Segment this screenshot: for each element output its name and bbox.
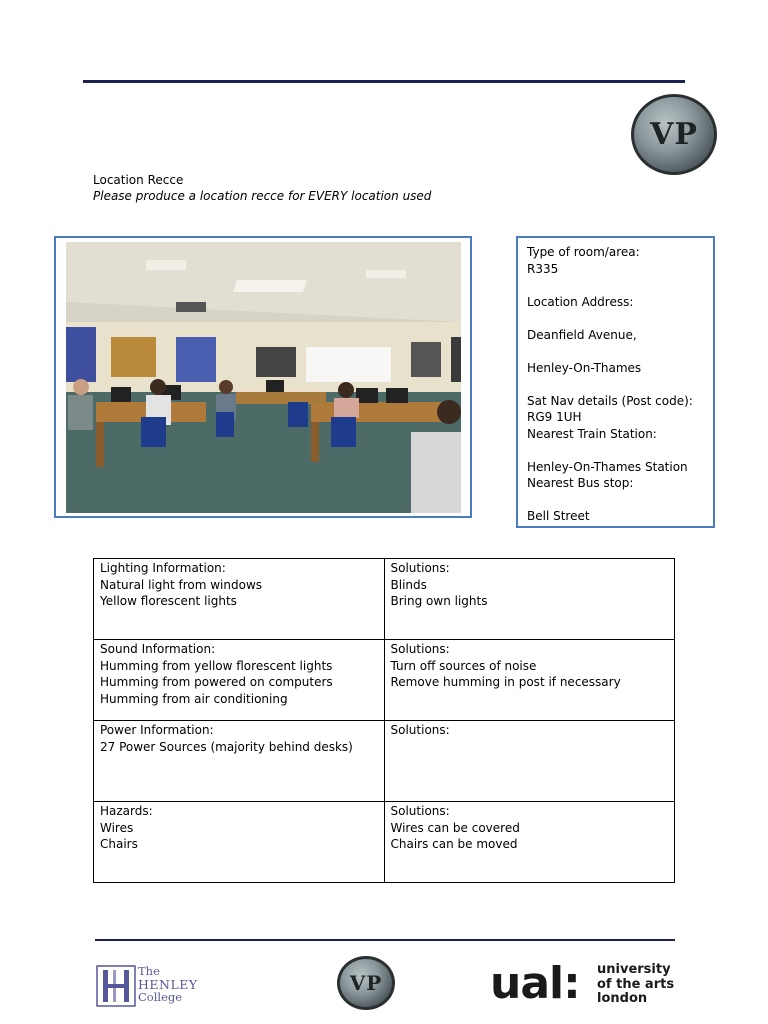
cell-line: Humming from air conditioning xyxy=(100,691,288,706)
footer-rule xyxy=(95,939,675,941)
page-subtitle: Please produce a location recce for EVERY location used xyxy=(93,189,432,203)
header-rule xyxy=(83,80,685,83)
henley-wordmark xyxy=(138,965,198,1004)
cell-heading: Lighting Information: xyxy=(100,561,226,575)
cell-line: Bring own lights xyxy=(390,594,488,608)
cell-line: 27 Power Sources (majority behind desks) xyxy=(100,739,353,754)
sound-solutions-cell xyxy=(384,640,675,721)
table-row xyxy=(94,559,675,640)
cell-heading: Solutions: xyxy=(390,561,450,575)
page-title: Location Recce xyxy=(93,173,184,187)
table-row xyxy=(94,802,675,883)
cell-line: Natural light from windows xyxy=(100,577,263,592)
ual-wordmark xyxy=(597,963,674,1007)
bus-value: Bell Street xyxy=(527,509,590,523)
cell-line: Remove humming in post if necessary xyxy=(390,675,621,689)
power-solutions-cell xyxy=(384,721,675,802)
table-row xyxy=(94,721,675,802)
cell-heading: Solutions: xyxy=(390,804,450,818)
train-value: Henley-On-Thames Station xyxy=(527,459,688,474)
hazards-info-cell xyxy=(94,802,385,883)
vp-footer-logo: VP xyxy=(337,956,395,1010)
cell-line: Humming from powered on computers xyxy=(100,675,333,689)
table-row xyxy=(94,640,675,721)
address-line1: Deanfield Avenue, xyxy=(527,327,637,342)
bus-label: Nearest Bus stop: xyxy=(527,476,634,490)
cell-heading: Hazards: xyxy=(100,804,153,818)
lighting-info-cell xyxy=(94,559,385,640)
location-details xyxy=(516,236,715,528)
henley-word-college: College xyxy=(138,990,183,1004)
photo-frame xyxy=(54,236,472,518)
ual-line: of the arts xyxy=(597,976,675,992)
cell-line: Humming from yellow florescent lights xyxy=(100,658,333,673)
address-line2: Henley-On-Thames xyxy=(527,360,642,375)
satnav-value: RG9 1UH xyxy=(527,410,582,424)
henley-word-the: The xyxy=(138,964,160,978)
recce-table xyxy=(93,558,675,883)
henley-college-logo xyxy=(96,965,196,1009)
henley-monogram-icon xyxy=(96,965,136,1007)
lighting-solutions-cell xyxy=(384,559,675,640)
ual-line: london xyxy=(597,991,648,1006)
vp-logo: VP xyxy=(631,94,717,175)
address-label: Location Address: xyxy=(527,294,634,309)
hazards-solutions-cell xyxy=(384,802,675,883)
ual-line: university xyxy=(597,962,671,977)
cell-heading: Power Information: xyxy=(100,723,214,737)
classroom-photo xyxy=(66,242,461,513)
cell-line: Turn off sources of noise xyxy=(390,658,537,673)
henley-word-henley: HENLEY xyxy=(138,977,198,992)
power-info-cell xyxy=(94,721,385,802)
sound-info-cell xyxy=(94,640,385,721)
ual-logo: ual: xyxy=(490,958,580,1009)
cell-line: Yellow florescent lights xyxy=(100,594,237,608)
room-value: R335 xyxy=(527,261,559,276)
room-label: Type of room/area: xyxy=(527,245,640,259)
cell-heading: Solutions: xyxy=(390,723,450,737)
cell-line: Wires xyxy=(100,820,134,835)
cell-line: Blinds xyxy=(390,577,427,592)
cell-line: Chairs xyxy=(100,837,138,851)
cell-heading: Solutions: xyxy=(390,642,450,656)
cell-line: Chairs can be moved xyxy=(390,837,518,851)
cell-heading: Sound Information: xyxy=(100,642,216,656)
cell-line: Wires can be covered xyxy=(390,820,520,835)
satnav-label: Sat Nav details (Post code): xyxy=(527,393,693,408)
classroom-illustration xyxy=(66,242,461,513)
train-label: Nearest Train Station: xyxy=(527,426,657,441)
